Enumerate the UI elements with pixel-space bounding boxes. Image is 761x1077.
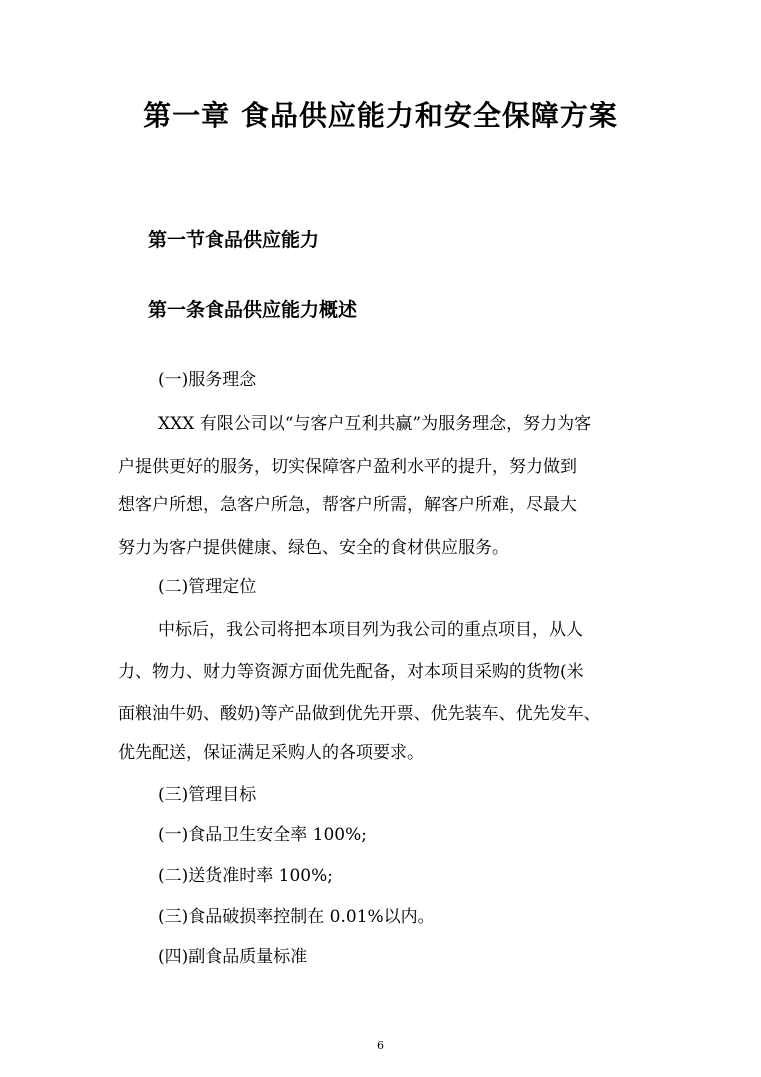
paragraph-line: 努力为客户提供健康、绿色、安全的食材供应服务。 [118,538,509,558]
paragraph-line: XXX 有限公司以“与客户互利共赢”为服务理念，努力为客 [158,414,592,434]
section-heading: 第一节食品供应能力 [148,229,320,251]
goal-item: (三)食品破损率控制在 0.01%以内。 [158,907,435,927]
subheading-service-philosophy: (一)服务理念 [158,370,257,390]
page-number: 6 [377,1039,384,1052]
subheading-management-positioning: (二)管理定位 [158,577,257,597]
paragraph-line: 优先配送，保证满足采购人的各项要求。 [118,743,424,763]
paragraph-line: 中标后，我公司将把本项目列为我公司的重点项目，从人 [158,620,583,640]
goal-item: (二)送货准时率 100%; [158,866,333,886]
paragraph-line: 面粮油牛奶、酸奶)等产品做到优先开票、优先装车、优先发车、 [118,704,601,724]
subheading-management-goals: (三)管理目标 [158,785,257,805]
paragraph-line: 想客户所想，急客户所急，帮客户所需，解客户所难，尽最大 [118,495,577,515]
paragraph-line: 户提供更好的服务，切实保障客户盈利水平的提升，努力做到 [118,457,577,477]
chapter-title: 第一章 食品供应能力和安全保障方案 [143,99,618,132]
goal-item: (一)食品卫生安全率 100%; [158,825,367,845]
subheading-food-quality-standard: (四)副食品质量标准 [158,947,308,967]
paragraph-line: 力、物力、财力等资源方面优先配备，对本项目采购的货物(米 [118,662,584,682]
article-heading: 第一条食品供应能力概述 [148,299,358,321]
